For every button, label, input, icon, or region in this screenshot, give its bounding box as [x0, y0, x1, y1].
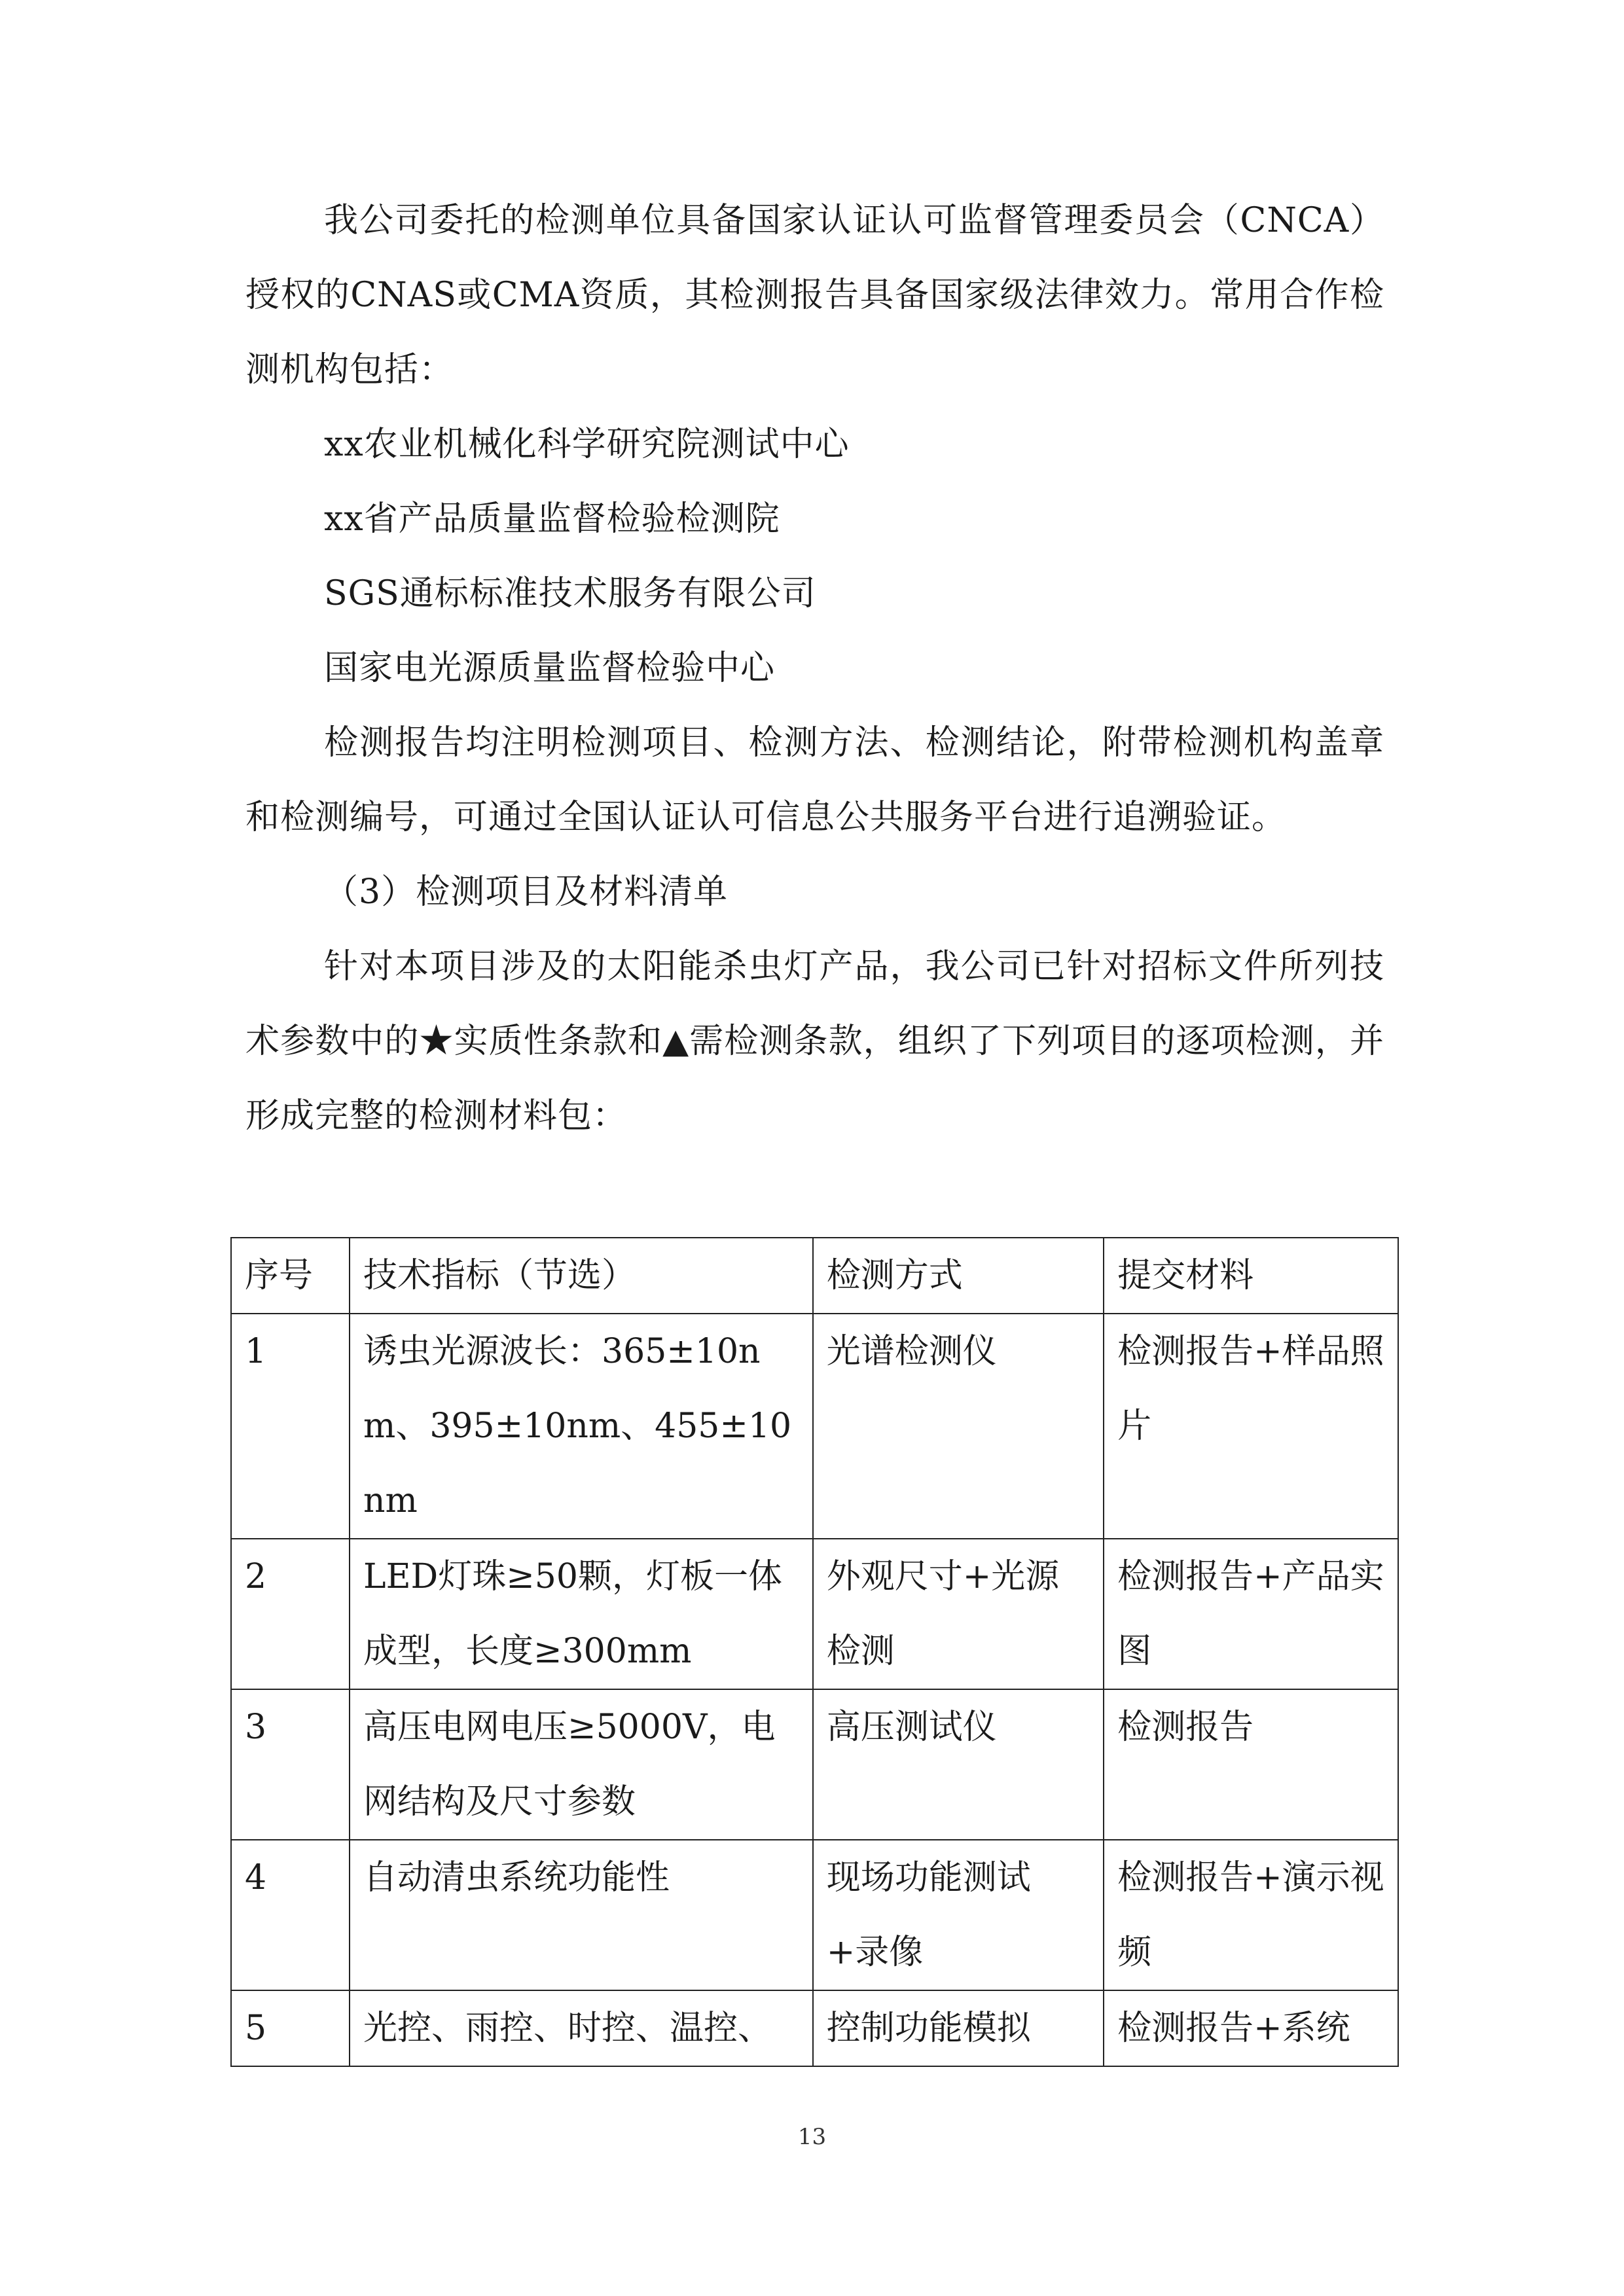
table-row — [231, 1314, 1398, 1539]
header-cell-material: 提交材料 — [1104, 1238, 1398, 1314]
cell-method: 控制功能模拟 — [813, 1990, 1104, 2066]
cell-method: 高压测试仪 — [813, 1689, 1104, 1840]
cell-material: 检测报告+演示视频 — [1104, 1840, 1398, 1990]
table-row — [231, 1990, 1398, 2066]
cell-material: 检测报告+样品照片 — [1104, 1314, 1398, 1539]
cell-material: 检测报告 — [1104, 1689, 1398, 1840]
body-text — [245, 183, 1384, 1153]
cell-material: 检测报告+系统 — [1104, 1990, 1398, 2066]
cell-no: 4 — [231, 1840, 350, 1990]
header-cell-no: 序号 — [231, 1238, 350, 1314]
table-row — [231, 1840, 1398, 1990]
cell-spec: LED灯珠≥50颗，灯板一体成型，长度≥300mm — [350, 1539, 813, 1689]
page-number: 13 — [797, 2124, 827, 2150]
cell-no: 1 — [231, 1314, 350, 1539]
header-cell-method: 检测方式 — [813, 1238, 1104, 1314]
cell-method: 光谱检测仪 — [813, 1314, 1104, 1539]
table-row — [231, 1539, 1398, 1689]
intro-paragraph: 我公司委托的检测单位具备国家认证认可监督管理委员会（CNCA）授权的CNAS或CMA资质，其检测报告具备国家级法律效力。常用合作检测机构包括： — [245, 201, 1384, 389]
inspection-table — [230, 1237, 1399, 2067]
cell-spec: 诱虫光源波长：365±10nm、395±10nm、455±10nm — [350, 1314, 813, 1539]
cell-material: 检测报告+产品实图 — [1104, 1539, 1398, 1689]
section-intro-paragraph: 针对本项目涉及的太阳能杀虫灯产品，我公司已针对招标文件所列技术参数中的★实质性条款和▲需检测条款，组织了下列项目的逐项检测，并形成完整的检测材料包： — [245, 947, 1384, 1136]
institution-item: xx农业机械化科学研究院测试中心 — [324, 425, 850, 464]
cell-no: 2 — [231, 1539, 350, 1689]
section-heading: （3）检测项目及材料清单 — [324, 872, 729, 912]
report-note-paragraph: 检测报告均注明检测项目、检测方法、检测结论，附带检测机构盖章和检测编号，可通过全国认证认可信息公共服务平台进行追溯验证。 — [245, 723, 1384, 837]
cell-method: 外观尺寸+光源检测 — [813, 1539, 1104, 1689]
cell-no: 5 — [231, 1990, 350, 2066]
table-header-row — [231, 1238, 1398, 1314]
institution-item: SGS通标标准技术服务有限公司 — [324, 574, 816, 613]
cell-spec: 自动清虫系统功能性 — [350, 1840, 813, 1990]
header-cell-spec: 技术指标（节选） — [350, 1238, 813, 1314]
institution-item: 国家电光源质量监督检验中心 — [324, 649, 776, 688]
cell-spec: 光控、雨控、时控、温控、 — [350, 1990, 813, 2066]
institution-item: xx省产品质量监督检验检测院 — [324, 499, 780, 539]
cell-spec: 高压电网电压≥5000V，电网结构及尺寸参数 — [350, 1689, 813, 1840]
cell-method: 现场功能测试+录像 — [813, 1840, 1104, 1990]
cell-no: 3 — [231, 1689, 350, 1840]
table-row — [231, 1689, 1398, 1840]
